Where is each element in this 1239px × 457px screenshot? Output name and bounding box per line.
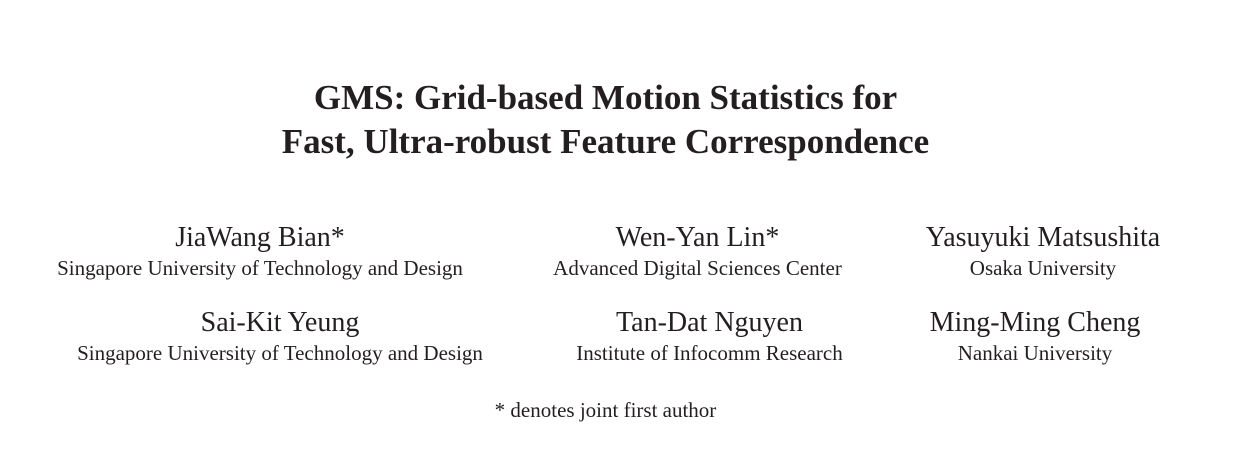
author-affiliation: Nankai University: [957, 341, 1113, 365]
paper-title: [0, 76, 1211, 164]
author-affiliation: Osaka University: [969, 256, 1117, 280]
author-name: JiaWang Bian*: [175, 222, 345, 253]
author-name: Ming-Ming Cheng: [929, 307, 1141, 338]
author-block: [60, 307, 500, 367]
author-name: Yasuyuki Matsushita: [925, 222, 1161, 253]
author-affiliation: Advanced Digital Sciences Center: [553, 256, 842, 280]
author-block: [556, 307, 863, 367]
author-affiliation: Singapore University of Technology and Design: [77, 341, 483, 365]
title-line-2: Fast, Ultra-robust Feature Correspondence: [281, 122, 930, 161]
author-block: [40, 222, 480, 282]
joint-author-footnote: * denotes joint first author: [494, 398, 717, 422]
author-block: [906, 307, 1164, 367]
author-block: [541, 222, 854, 282]
title-line-1: GMS: Grid-based Motion Statistics for: [313, 78, 898, 117]
author-affiliation: Institute of Infocomm Research: [576, 341, 843, 365]
author-affiliation: Singapore University of Technology and Design: [57, 256, 463, 280]
author-name: Tan-Dat Nguyen: [616, 307, 803, 338]
author-name: Wen-Yan Lin*: [615, 222, 780, 253]
author-block: [908, 222, 1178, 282]
author-name: Sai-Kit Yeung: [200, 307, 360, 338]
